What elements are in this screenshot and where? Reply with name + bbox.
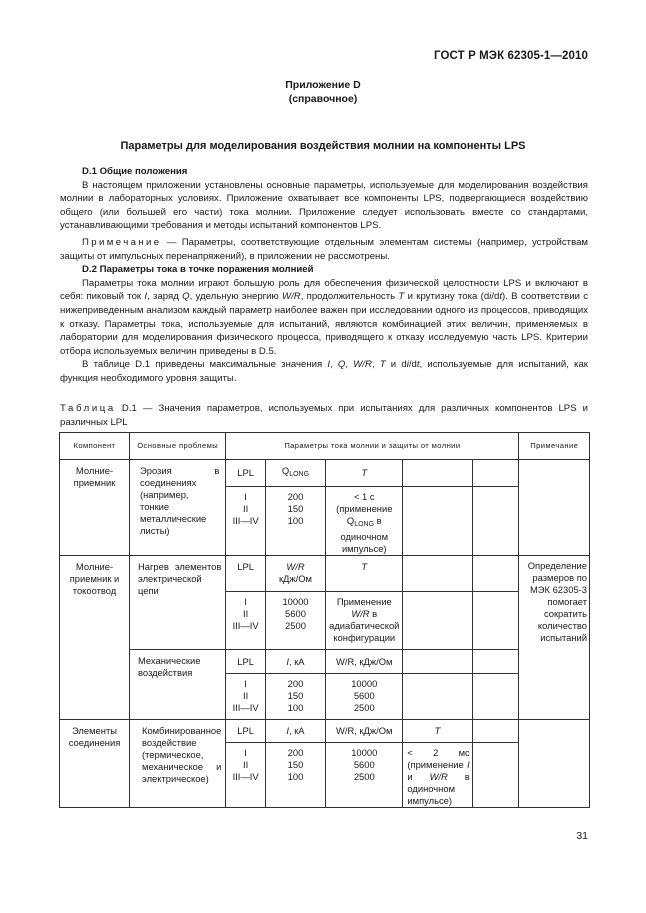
- section-1-paragraph: В настоящем приложении установлены основные параметры, используемые для моделирования воздействия молнии в лабораторных условиях. Приложение охватывает все компоненты LPS, подвергающиеся воздействию общего (или большей его части) тока молнии. Приложение следует использовать вместе со стандартами, устанавливающими требования и методы испытаний компонентов LPS.: [60, 179, 588, 232]
- table-row: [60, 650, 590, 674]
- problem-combined: Комбинированное воздействие (термическое, механическое и электрическое): [130, 720, 226, 808]
- section-2-heading: D.2 Параметры тока в точке поражения молнией: [82, 264, 314, 276]
- lpl-label: LPL: [226, 460, 265, 487]
- levels: I II III—IV: [226, 674, 265, 720]
- table-header-row: [60, 433, 590, 460]
- section-2-paragraph-2: В таблице D.1 приведены максимальные значения I, Q, W/R, T и di/dt, используемые для испытаний, как функция необходимого уровня защиты.: [60, 359, 588, 384]
- table-row: [60, 720, 590, 743]
- wr-label: W/R кДж/Ом: [265, 556, 325, 592]
- q-long-label: $Q_{LONG}$: [265, 460, 325, 487]
- i-label: I, кА: [265, 720, 325, 743]
- section-1-heading: D.1 Общие положения: [82, 166, 188, 177]
- q-values: 200 150 100: [265, 487, 325, 556]
- page-number: 31: [576, 830, 588, 842]
- i-values: 200 150 100: [265, 674, 325, 720]
- t-label: T: [403, 720, 472, 743]
- i-values: 200 150 100: [265, 743, 325, 808]
- t-label: T: [326, 556, 403, 592]
- header-component: Компонент: [60, 433, 130, 460]
- i-label: I, кА: [265, 650, 325, 674]
- header-note: Примечание: [519, 433, 590, 460]
- wr-column-label: W/R, кДж/Ом: [326, 720, 403, 743]
- table-row: [60, 460, 590, 487]
- levels: I II III—IV: [226, 487, 265, 556]
- t-note-adiabatic: Применение W/R в адиабатической конфигурации: [326, 592, 403, 650]
- wr-values: 10000 5600 2500: [326, 674, 403, 720]
- note-text: — Параметры, соответствующие отдельным элементам системы (например, устройствам защиты от импульсных перенапряжений), в приложении не рассмотрены.: [60, 236, 588, 262]
- appendix-title: Приложение D: [285, 79, 361, 91]
- note-downconductor: Определение размеров по МЭК 62305-3 помогает сократить количество испытаний: [519, 556, 590, 720]
- appendix-subtitle: (справочное): [288, 93, 358, 105]
- problem-erosion: Эрозия в соединениях (например, тонкие металлические листы): [130, 460, 226, 556]
- table-row: [60, 556, 590, 592]
- t-note: < 1 с (применение $Q_{LONG}$ в одиночном импульсе): [326, 487, 403, 556]
- section-2-paragraph-1: Параметры тока молнии играют большую роль для обеспечения физической целостности LPS и включают в себя: пиковый ток I, заряд Q, удельную энергию W/R, продолжительность T и крутизну тока (di/dt). В соответствии с нижеприведенным анализом каждый параметр наиболее важен при исследовании одного из процессов, приводящих к отказу. Параметры тока, используемые для испытаний, являются комбинацией этих величин, применяемых в лаборатории для моделирования физического процесса, приводящего к отказу исследуемую часть LPS. Критерии отбора используемых величин приведены в D.5.: [60, 277, 589, 357]
- levels: I II III—IV: [226, 743, 265, 808]
- wr-values: 10000 5600 2500: [326, 743, 403, 808]
- wr-column-label: W/R, кДж/Ом: [326, 650, 403, 674]
- problem-mechanical: Механические воздействия: [130, 650, 226, 720]
- component-receiver: Молние-приемник: [60, 460, 130, 556]
- parameters-table: [59, 432, 590, 808]
- section-1: [60, 165, 588, 386]
- t-note-2ms: < 2 мс (применение I и W/R в одиночном импульсе): [403, 743, 472, 808]
- component-connection: Элементы соединения: [60, 720, 130, 808]
- lpl-label: LPL: [226, 720, 265, 743]
- header-problems: Основные проблемы: [130, 433, 226, 460]
- problem-heating: Нагрев элементов электрической цепи: [130, 556, 226, 650]
- standard-header: ГОСТ Р МЭК 62305-1—2010: [434, 50, 588, 62]
- table-caption: Таблица D.1 — Значения параметров, используемых при испытаниях для различных компонентов LPS и различных LPL: [60, 403, 588, 428]
- levels: I II III—IV: [226, 592, 265, 650]
- section-1-note: [60, 236, 588, 263]
- t-label: T: [326, 460, 403, 487]
- wr-values: 10000 5600 2500: [265, 592, 325, 650]
- lpl-label: LPL: [226, 556, 265, 592]
- lpl-label: LPL: [226, 650, 265, 674]
- main-title: Параметры для моделирования воздействия молнии на компоненты LPS: [120, 140, 526, 152]
- note-label: Примечание: [82, 236, 162, 248]
- header-params: Параметры тока молнии и защиты от молнии: [226, 433, 519, 460]
- component-downconductor: Молние-приемник и токоотвод: [60, 556, 130, 720]
